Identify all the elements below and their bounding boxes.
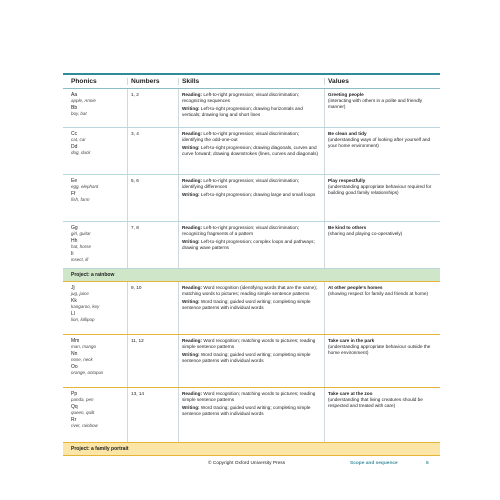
- skill-type-label: Writing:: [182, 298, 200, 304]
- values-cell: [324, 128, 440, 174]
- header-numbers: Numbers: [127, 78, 178, 85]
- phonics-example-words: boy, bat: [71, 111, 87, 116]
- skill-type-label: Writing:: [182, 105, 200, 111]
- table-row: [63, 388, 440, 443]
- skill-entry: [182, 225, 321, 237]
- skill-entry: [182, 106, 321, 118]
- rows-group-1: [63, 89, 440, 269]
- skill-entry: [182, 92, 321, 104]
- phonics-example-words: insect, ill: [71, 256, 89, 262]
- phonics-example-words: man, mango: [71, 344, 97, 350]
- skill-entry: [182, 192, 321, 198]
- table-row: [63, 89, 440, 128]
- section-title: Scope and sequence: [350, 461, 398, 466]
- project-family-portrait: Project: a family portrait: [63, 443, 440, 456]
- phonics-example-words: orange, octopus: [71, 369, 104, 375]
- values-cell: [324, 222, 440, 268]
- header-phonics: Phonics: [71, 78, 97, 85]
- skills-cell: [178, 89, 324, 127]
- values-cell: [324, 175, 440, 221]
- skill-description: Word recognition; matching words to pictures; reading simple sentence patterns: [182, 338, 316, 349]
- skill-type-label: Reading:: [182, 285, 203, 290]
- skill-description: Left-to-right progression; complex loops and pathways; drawing wave patterns: [182, 238, 315, 250]
- phonics-letter: Cc: [71, 131, 78, 137]
- value-description: (understanding that living creatures should be respected and treated with care): [328, 396, 423, 408]
- skills-cell: [178, 175, 324, 221]
- skill-type-label: Reading:: [182, 225, 203, 230]
- skill-description: Word recognition; matching words to pictures; reading simple sentence patterns: [182, 391, 316, 402]
- skill-entry: [182, 285, 321, 297]
- copyright-text: © Copyright Oxford University Press: [208, 461, 286, 466]
- skill-type-label: Writing:: [182, 404, 200, 410]
- skill-type-label: Reading:: [182, 131, 203, 136]
- numbers-cell: 9, 10: [127, 282, 178, 334]
- phonics-letter: Gg: [71, 225, 78, 231]
- table-row: [63, 335, 440, 388]
- skills-cell: [178, 388, 324, 442]
- skill-entry: [182, 178, 321, 190]
- table-row: [63, 175, 440, 222]
- phonics-example-words: apple, Annie: [71, 98, 96, 104]
- numbers-cell: 3, 4: [127, 128, 178, 174]
- phonics-letter: Jj: [71, 285, 75, 291]
- phonics-letter: Oo: [71, 363, 78, 370]
- skills-cell: [178, 282, 324, 334]
- phonics-letter: Ff: [71, 190, 76, 197]
- values-cell: [324, 335, 440, 387]
- values-cell: [324, 282, 440, 334]
- phonics-example-words: girl, guitar: [71, 231, 91, 237]
- phonics-example-words: egg, elephant: [71, 184, 99, 190]
- table-header: [63, 75, 440, 89]
- phonics-cell: [63, 335, 127, 387]
- skill-type-label: Reading:: [182, 338, 203, 343]
- skill-description: Word tracing; guided word writing; completing simple sentence patterns with individual words: [182, 404, 311, 416]
- phonics-letter: Qq: [71, 403, 78, 410]
- phonics-example-words: river, rainbow: [71, 422, 98, 428]
- phonics-letter: Dd: [71, 143, 78, 150]
- skills-cell: [178, 128, 324, 174]
- skill-entry: [182, 299, 321, 311]
- numbers-cell: 13, 14: [127, 388, 178, 442]
- skills-cell: [178, 222, 324, 268]
- numbers-cell: 5, 6: [127, 175, 178, 221]
- skill-entry: [182, 338, 321, 350]
- page-number: 5: [426, 461, 429, 466]
- table-row: [63, 222, 440, 269]
- phonics-cell: [63, 128, 127, 174]
- value-title: Play respectfully: [328, 178, 366, 183]
- phonics-letter: Hh: [71, 237, 78, 244]
- skill-entry: [182, 405, 321, 417]
- skill-entry: [182, 352, 321, 364]
- project-rainbow: Project: a rainbow: [63, 269, 440, 282]
- phonics-letter: Ii: [71, 250, 74, 257]
- values-cell: [324, 388, 440, 442]
- skill-description: Word recognition (identifying words that are the same); matching words to pictures; reading simple sentence patterns: [182, 285, 318, 296]
- skills-cell: [178, 335, 324, 387]
- phonics-example-words: kangaroo, key: [71, 304, 100, 309]
- phonics-letter: Kk: [71, 297, 77, 304]
- phonics-letter: Pp: [71, 391, 78, 397]
- phonics-letter: Nn: [71, 350, 78, 357]
- phonics-example-words: jug, juice: [71, 291, 89, 297]
- table-row: [63, 282, 440, 335]
- numbers-cell: 7, 8: [127, 222, 178, 268]
- phonics-example-words: panda, pen: [71, 397, 94, 403]
- table-row: [63, 128, 440, 175]
- skill-description: Left-to-right progression; visual discrimination; identifying differences: [182, 178, 299, 189]
- numbers-cell: 1, 2: [127, 89, 178, 127]
- skill-entry: [182, 145, 321, 157]
- skill-description: Left-to-right progression; visual discrimination; recognizing sequences: [182, 92, 299, 103]
- value-title: At other people's homes: [328, 285, 383, 290]
- scope-sequence-table: [63, 73, 440, 456]
- skill-description: Word tracing; guided word writing; completing simple sentence patterns with individual words: [182, 298, 311, 310]
- value-description: (understanding appropriate behaviour outside the home environment): [328, 343, 431, 355]
- phonics-example-words: fish, farm: [71, 197, 90, 202]
- value-title: Be kind to others: [328, 225, 367, 230]
- skill-type-label: Reading:: [182, 178, 203, 183]
- phonics-example-words: queen, quilt: [71, 410, 95, 415]
- phonics-cell: [63, 222, 127, 268]
- value-title: Take care at the zoo: [328, 391, 373, 396]
- header-values: Values: [324, 78, 440, 85]
- phonics-example-words: lion, lollipop: [71, 316, 95, 322]
- value-title: Be clean and tidy: [328, 131, 367, 136]
- skill-type-label: Writing:: [182, 238, 200, 244]
- values-cell: [324, 89, 440, 127]
- skill-type-label: Writing:: [182, 144, 200, 150]
- value-description: (sharing and playing co-operatively): [328, 230, 403, 236]
- skill-type-label: Reading:: [182, 92, 203, 97]
- phonics-cell: [63, 282, 127, 334]
- skill-description: Left-to-right progression; drawing diagonals, curves and curve forward; drawing downstrokes (lines, curves and diagonals): [182, 144, 319, 156]
- skill-entry: [182, 131, 321, 143]
- phonics-cell: [63, 175, 127, 221]
- phonics-letter: Rr: [71, 416, 77, 423]
- phonics-example-words: dog, duck: [71, 150, 91, 155]
- skill-description: Left-to-right progression; drawing large and small loops: [199, 191, 316, 197]
- phonics-example-words: cat, car: [71, 137, 86, 143]
- skill-entry: [182, 391, 321, 403]
- value-description: (understanding appropriate behaviour required for building good family relationships): [328, 183, 432, 195]
- rows-group-2: [63, 282, 440, 443]
- value-description: (understanding ways of looking after yourself and your home environment): [328, 136, 431, 148]
- value-description: (showing respect for family and friends at home): [328, 290, 429, 296]
- skill-type-label: Writing:: [182, 191, 200, 197]
- value-title: Greeting people: [328, 92, 364, 97]
- skill-type-label: Writing:: [182, 351, 200, 357]
- skill-description: Left-to-right progression; drawing horizontals and verticals; drawing long and short lines: [182, 105, 303, 117]
- phonics-example-words: hat, horse: [71, 244, 92, 249]
- phonics-cell: [63, 89, 127, 127]
- value-description: (interacting with others in a polite and friendly manner): [328, 97, 423, 109]
- skill-description: Left-to-right progression; visual discrimination; identifying the odd-one-out: [182, 131, 299, 142]
- skill-type-label: Reading:: [182, 391, 203, 396]
- skill-description: Word tracing; guided word writing; completing simple sentence patterns with individual words: [182, 351, 311, 363]
- value-title: Take care in the park: [328, 338, 375, 343]
- phonics-letter: Ee: [71, 178, 78, 184]
- phonics-example-words: nose, neck: [71, 357, 93, 362]
- numbers-cell: 11, 12: [127, 335, 178, 387]
- header-skills: Skills: [178, 78, 324, 85]
- phonics-cell: [63, 388, 127, 442]
- skill-description: Left-to-right progression; visual discrimination; recognizing fragments of a pattern: [182, 225, 299, 236]
- phonics-letter: Mm: [71, 338, 80, 344]
- skill-entry: [182, 239, 321, 251]
- phonics-letter: Bb: [71, 104, 78, 111]
- phonics-letter: Ll: [71, 310, 75, 317]
- phonics-letter: Aa: [71, 92, 78, 98]
